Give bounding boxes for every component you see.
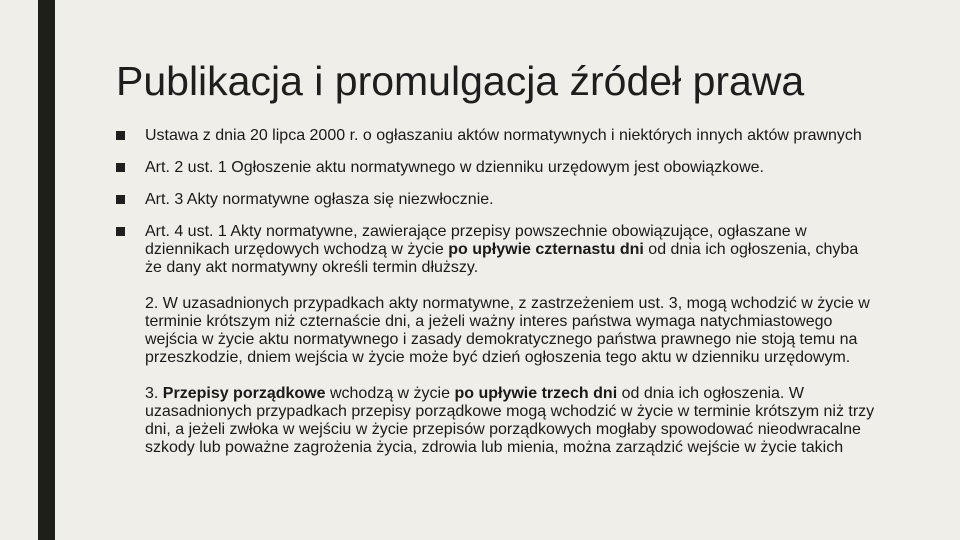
bullet-item-art4 <box>116 223 876 277</box>
para3-bold-trzech-dni: po upływie trzech dni <box>454 385 618 402</box>
slide-title: Publikacja i promulgacja źródeł prawa <box>116 58 805 104</box>
square-bullet-icon <box>116 163 125 172</box>
bullet-text: Art. 2 ust. 1 Ogłoszenie aktu normatywnego w dzienniku urzędowym jest obowiązkowe. <box>145 159 764 176</box>
left-accent-bar <box>38 0 55 540</box>
art4-text-after: od dnia ich ogłoszenia, chyba że dany akt normatywny określi termin dłuższy. <box>145 241 859 276</box>
art4-bold-term: po upływie czternastu dni <box>448 241 644 258</box>
para3-prefix: 3. <box>145 385 163 402</box>
bullet-item <box>116 127 876 145</box>
para3-rest: od dnia ich ogłoszenia. W uzasadnionych przypadkach przepisy porządkowe mogą wchodzić w życie w terminie krótszym niż trzy dni, a jeżeli zwłoka w wejściu w życie przepisów porządkowych mogłaby spowodować nieodwracalne szkody lub poważne zagrożenia życia, zdrowia lub mienia, można zarządzić wejście w życie takich <box>145 385 875 456</box>
art4-text-before: Art. 4 ust. 1 Akty normatywne, zawierające przepisy powszechnie obowiązujące, ogłaszane w dziennikach urzędowych wchodzą w życie <box>145 223 807 258</box>
paragraph-3 <box>116 385 876 457</box>
para3-mid: wchodzą w życie <box>325 385 455 402</box>
bullet-item <box>116 191 876 209</box>
square-bullet-icon <box>116 195 125 204</box>
square-bullet-icon <box>116 131 125 140</box>
square-bullet-icon <box>116 227 125 236</box>
bullet-item <box>116 159 876 177</box>
bullet-text: Ustawa z dnia 20 lipca 2000 r. o ogłaszaniu aktów normatywnych i niektórych innych aktów prawnych <box>145 127 862 144</box>
paragraph-2: 2. W uzasadnionych przypadkach akty normatywne, z zastrzeżeniem ust. 3, mogą wchodzić w życie w terminie krótszym niż czternaście dni, a jeżeli ważny interes państwa wymaga natychmiastowego wejścia w życie aktu normatywnego i zasady demokratycznego państwa prawnego nie stoją temu na przeszkodzie, dniem wejścia w życie może być dzień ogłoszenia tego aktu w dzienniku urzędowym. <box>145 295 870 366</box>
para3-bold-porzadkowe: Przepisy porządkowe <box>162 385 326 402</box>
bullet-text: Art. 3 Akty normatywne ogłasza się niezwłocznie. <box>145 191 494 208</box>
slide-content <box>116 127 876 457</box>
